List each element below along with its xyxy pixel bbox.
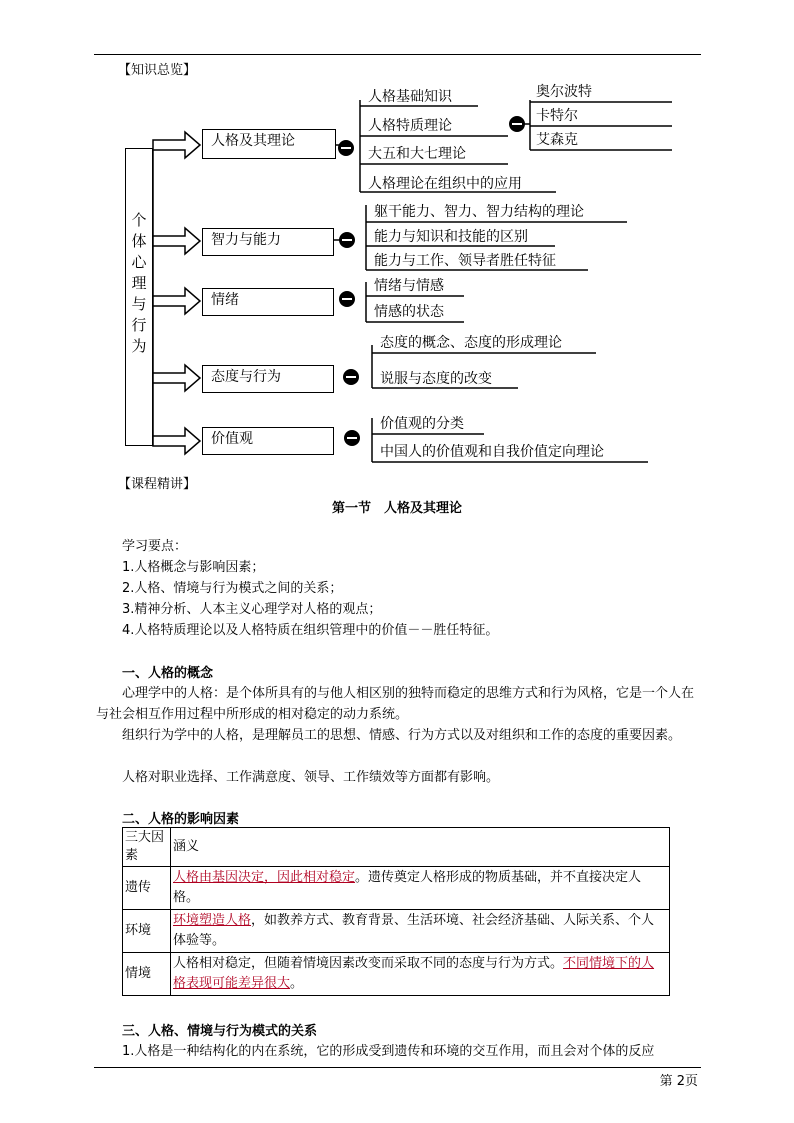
branch-personality: 人格及其理论 [202, 129, 336, 159]
meaning-pre: 人格相对稳定，但随着情境因素改变而采取不同的态度与行为方式。 [173, 956, 564, 971]
section1-paragraph: 人格对职业选择、工作满意度、领导、工作绩效等方面都有影响。 [122, 770, 500, 785]
key-points-title: 学习要点： [122, 539, 188, 554]
section1-paragraph: 心理学中的人格：是个体所具有的与他人相区别的独特而稳定的思维方式和行为风格，它是一个人在与社会相互作用过程中所形成的相对稳定的动力系统。 [96, 686, 695, 722]
factor-cell: 情境 [123, 953, 171, 996]
table-row [123, 953, 670, 996]
meaning-rest: 。 [290, 976, 304, 991]
table-header-cell: 三大因素 [123, 828, 171, 867]
sub-label: 人格特质理论 [368, 118, 452, 134]
trait-sub-label: 奥尔波特 [536, 84, 592, 100]
key-point-item: 4.人格特质理论以及人格特质在组织管理中的价值－－胜任特征。 [122, 623, 499, 638]
meaning-cell [171, 953, 670, 996]
branch-intelligence: 智力与能力 [202, 228, 334, 256]
meaning-rest: 。遗传奠定人格形成的物质基础，并不直接决定人格。 [173, 870, 642, 905]
key-point-item: 2.人格、情境与行为模式之间的关系； [122, 581, 343, 596]
factors-table [122, 827, 670, 996]
section2-title: 二、人格的影响因素 [122, 812, 240, 827]
factor-cell: 遗传 [123, 867, 171, 910]
sub-label: 能力与知识和技能的区别 [374, 229, 528, 245]
highlight-text: 人格由基因决定，因此相对稳定 [173, 870, 356, 885]
sub-label: 情感的状态 [374, 304, 444, 320]
section1-title: 一、人格的概念 [122, 666, 214, 681]
sub-label: 态度的概念、态度的形成理论 [380, 335, 562, 351]
sub-label: 躯干能力、智力、智力结构的理论 [374, 204, 584, 220]
key-point-item: 1.人格概念与影响因素； [122, 560, 265, 575]
sub-label: 人格基础知识 [368, 89, 452, 105]
meaning-cell [171, 867, 670, 910]
footer-rule [94, 1067, 701, 1068]
meaning-cell [171, 910, 670, 953]
sub-label: 能力与工作、领导者胜任特征 [374, 253, 556, 269]
trait-sub-label: 卡特尔 [536, 108, 578, 124]
sub-label: 情绪与情感 [374, 278, 444, 294]
table-row [123, 910, 670, 953]
table-header-row [123, 828, 670, 867]
lecture-heading: 【课程精讲】 [118, 477, 197, 492]
meaning-rest: ，如教养方式、教育背景、生活环境、社会经济基础、人际关系、个人体验等。 [173, 913, 655, 948]
page-number: 第 2页 [659, 1074, 698, 1089]
trait-sub-label: 艾森克 [536, 132, 578, 148]
key-point-item: 3.精神分析、人本主义心理学对人格的观点； [122, 602, 382, 617]
branch-attitude: 态度与行为 [202, 365, 334, 393]
section3-title: 三、人格、情境与行为模式的关系 [122, 1024, 318, 1039]
table-row [123, 867, 670, 910]
sub-label: 人格理论在组织中的应用 [368, 176, 522, 192]
sub-label: 价值观的分类 [380, 416, 464, 432]
sub-label: 大五和大七理论 [368, 146, 466, 162]
table-header-cell: 涵义 [171, 828, 670, 867]
section3-paragraph: 1.人格是一种结构化的内在系统，它的形成受到遗传和环境的交互作用，而且会对个体的反应 [122, 1044, 655, 1059]
section1-paragraph: 组织行为学中的人格，是理解员工的思想、情感、行为方式以及对组织和工作的态度的重要因素。 [122, 728, 682, 743]
section-title: 第一节 人格及其理论 [331, 501, 462, 516]
overview-heading: 【知识总览】 [118, 63, 197, 78]
root-label: 个体心理与行为 [131, 211, 147, 355]
highlight-text: 不同情境下的人格表现可能差异很大 [173, 956, 655, 991]
branch-emotion: 情绪 [202, 288, 334, 316]
factor-cell: 环境 [123, 910, 171, 953]
branch-values: 价值观 [202, 427, 334, 455]
highlight-text: 环境塑造人格 [173, 913, 252, 928]
sub-label: 中国人的价值观和自我价值定向理论 [380, 444, 604, 460]
sub-label: 说服与态度的改变 [380, 371, 492, 387]
